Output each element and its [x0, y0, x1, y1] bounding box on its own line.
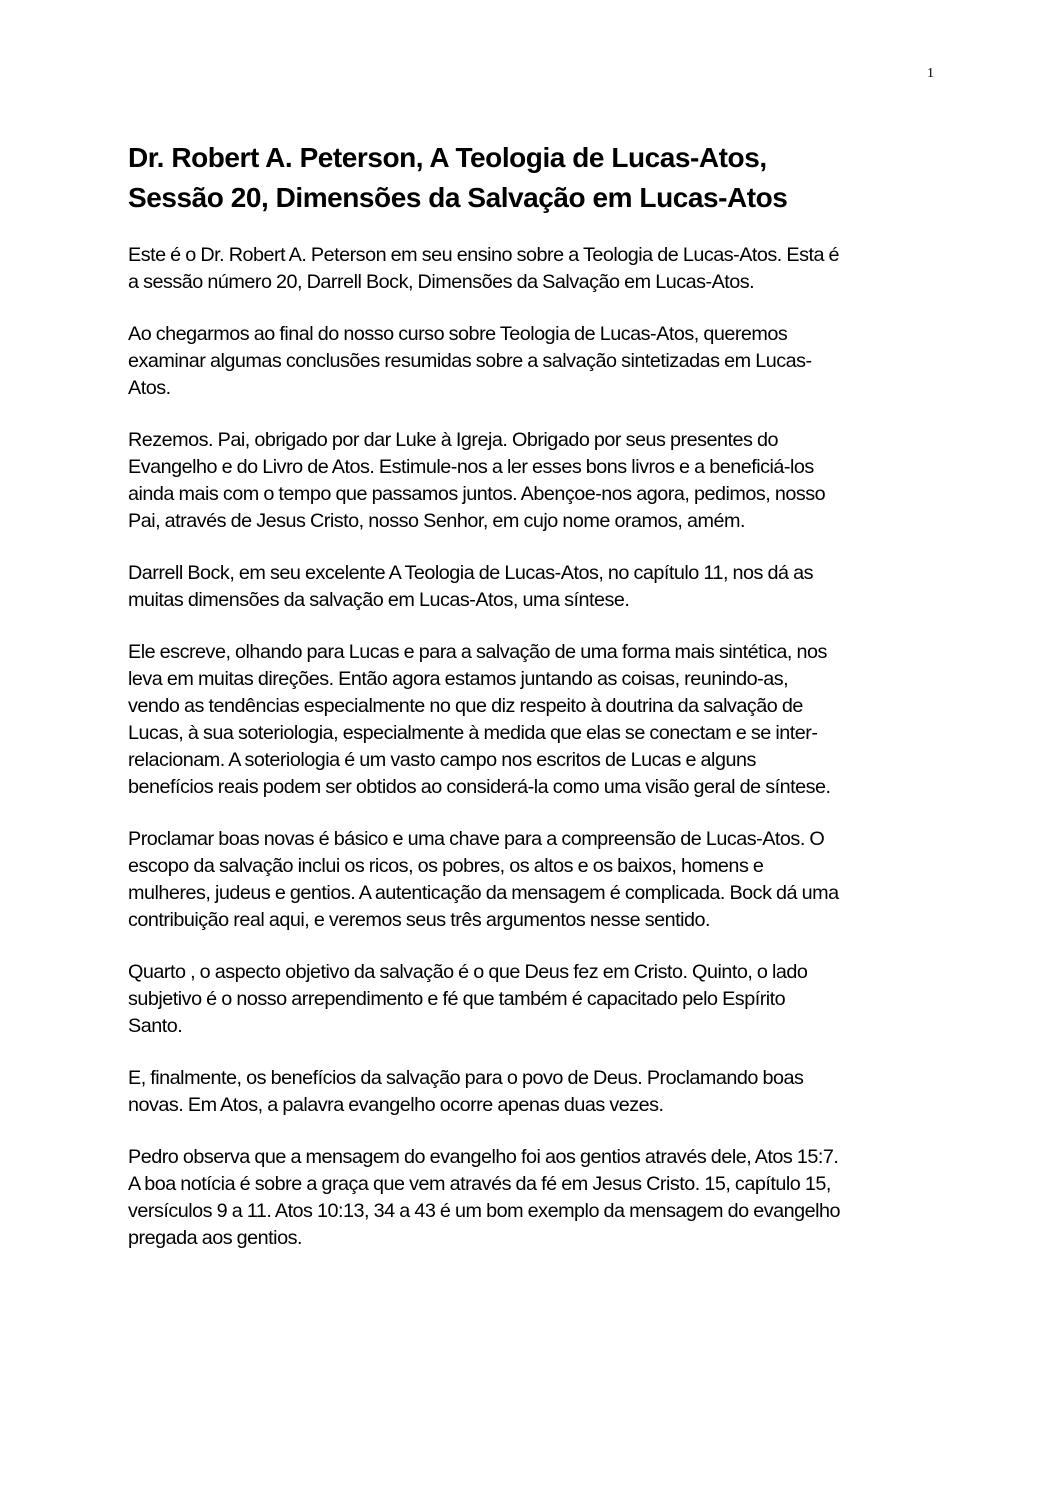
paragraph-line: pregada aos gentios. [128, 1227, 302, 1249]
paragraph-line: a sessão número 20, Darrell Bock, Dimensões da Salvação em Lucas-Atos. [128, 271, 755, 293]
paragraph-line: versículos 9 a 11. Atos 10:13, 34 a 43 é um bom exemplo da mensagem do evangelho [128, 1200, 840, 1222]
paragraph-line: subjetivo é o nosso arrependimento e fé que também é capacitado pelo Espírito [128, 988, 786, 1010]
paragraph-line: Santo. [128, 1015, 183, 1037]
paragraph-bock-chapter [128, 560, 932, 614]
page-number: 1 [927, 66, 934, 81]
title-line: Sessão 20, Dimensões da Salvação em Lucas-Atos [128, 182, 788, 213]
paragraph-line: ainda mais com o tempo que passamos juntos. Abençoe-nos agora, pedimos, nosso [128, 483, 826, 505]
paragraph-line: examinar algumas conclusões resumidas sobre a salvação sintetizadas em Lucas- [128, 350, 812, 372]
paragraph-good-news [128, 826, 932, 934]
paragraph-line: Proclamar boas novas é básico e uma chave para a compreensão de Lucas-Atos. O [128, 828, 825, 850]
paragraph-benefits [128, 1065, 932, 1119]
paragraph-line: Pai, através de Jesus Cristo, nosso Senhor, em cujo nome oramos, amém. [128, 510, 745, 532]
paragraph-line: Ele escreve, olhando para Lucas e para a salvação de uma forma mais sintética, nos [128, 641, 827, 663]
document-title [128, 138, 932, 218]
paragraph-line: Evangelho e do Livro de Atos. Estimule-nos a ler esses bons livros e a beneficiá-los [128, 456, 814, 478]
paragraph-line: vendo as tendências especialmente no que diz respeito à doutrina da salvação de [128, 695, 803, 717]
paragraph-aspects [128, 959, 932, 1040]
paragraph-line: contribuição real aqui, e veremos seus três argumentos nesse sentido. [128, 909, 711, 931]
paragraph-line: Rezemos. Pai, obrigado por dar Luke à Igreja. Obrigado por seus presentes do [128, 429, 778, 451]
paragraph-course-end [128, 321, 932, 402]
paragraph-line: Atos. [128, 377, 171, 399]
paragraph-line: benefícios reais podem ser obtidos ao considerá-la como uma visão geral de síntese. [128, 776, 831, 798]
paragraph-synthesis [128, 639, 932, 801]
paragraph-prayer [128, 427, 932, 535]
paragraph-intro [128, 242, 932, 296]
paragraph-line: muitas dimensões da salvação em Lucas-Atos, uma síntese. [128, 589, 630, 611]
paragraph-peter [128, 1144, 932, 1252]
paragraph-line: Darrell Bock, em seu excelente A Teologia de Lucas-Atos, no capítulo 11, nos dá as [128, 562, 814, 584]
paragraph-line: A boa notícia é sobre a graça que vem através da fé em Jesus Cristo. 15, capítulo 15, [128, 1173, 831, 1195]
paragraph-line: Este é o Dr. Robert A. Peterson em seu ensino sobre a Teologia de Lucas-Atos. Esta é [128, 244, 840, 266]
paragraph-line: E, finalmente, os benefícios da salvação para o povo de Deus. Proclamando boas [128, 1067, 804, 1089]
document-body [128, 138, 932, 1277]
title-line: Dr. Robert A. Peterson, A Teologia de Lucas-Atos, [128, 142, 767, 173]
paragraph-line: Ao chegarmos ao final do nosso curso sobre Teologia de Lucas-Atos, queremos [128, 323, 788, 345]
paragraph-line: Pedro observa que a mensagem do evangelho foi aos gentios através dele, Atos 15:7. [128, 1146, 839, 1168]
paragraph-line: Quarto , o aspecto objetivo da salvação é o que Deus fez em Cristo. Quinto, o lado [128, 961, 808, 983]
paragraph-line: novas. Em Atos, a palavra evangelho ocorre apenas duas vezes. [128, 1094, 664, 1116]
paragraph-line: Lucas, à sua soteriologia, especialmente à medida que elas se conectam e se inter- [128, 722, 818, 744]
paragraph-line: leva em muitas direções. Então agora estamos juntando as coisas, reunindo-as, [128, 668, 789, 690]
paragraph-line: relacionam. A soteriologia é um vasto campo nos escritos de Lucas e alguns [128, 749, 756, 771]
paragraph-line: mulheres, judeus e gentios. A autenticação da mensagem é complicada. Bock dá uma [128, 882, 839, 904]
paragraph-line: escopo da salvação inclui os ricos, os pobres, os altos e os baixos, homens e [128, 855, 764, 877]
